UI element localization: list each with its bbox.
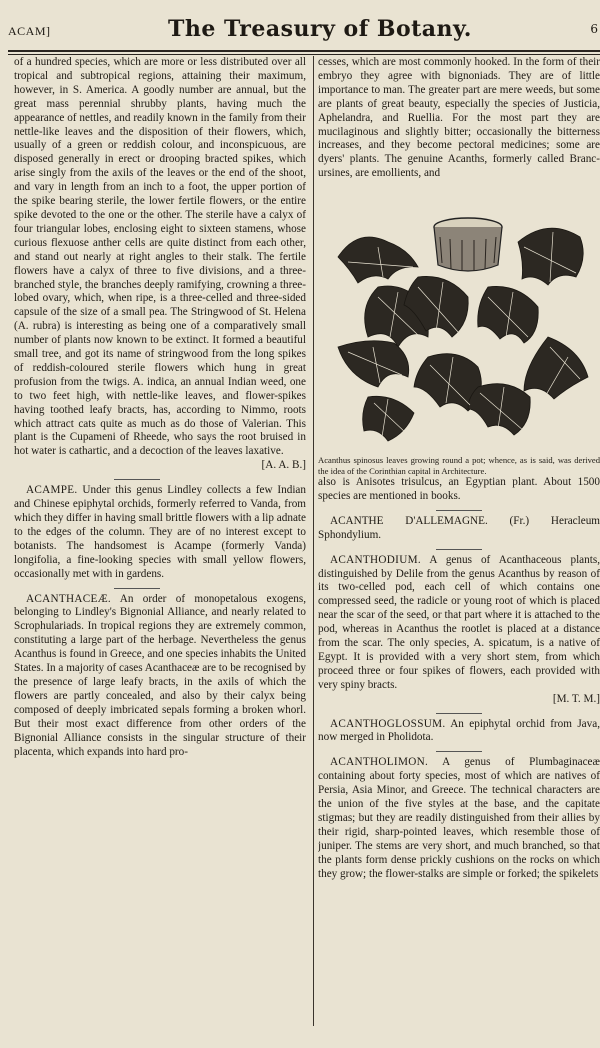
entry-heading: ACANTHODIUM. xyxy=(330,553,421,566)
entry-heading: ACAMPE. xyxy=(26,484,78,497)
header-rule-thin xyxy=(8,54,600,55)
entry-acalypha-continued: of a hundred species, which are more or less distributed over all tropical and subtropical regions, attaining their maximum, however, in S. America. A goodly number are annual, but the great mass perennial shrubby plants, having much the appearance of nettles, and readily known in the family from their nettle-like leaves and the disposition of their flowers, which, usually of a green or reddish colour, and inconspicuous, are disposed generally in erect or drooping bracted spikes, which arise singly from the axils of the leaves or the end of the shoot, and vary in length from an inch to a foot, the upper portion of the spike bearing sterile, the lower fertile flowers, or the entire spike devoted to the one or the other. The sterile have a calyx of four triangular lobes, enclosing eight to sixteen stamens, whose curious flexuose anther cells are quite distinct from each other, and stand out nearly at right angles to their stalk. The fertile flowers have a calyx of three to five divisions, and a three-branched style, the branches deeply ramifying, crowning a three-lobed ovary, which, when ripe, is a three-celled and three-sided capsule of the size of a small pea. The Stringwood of St. Helena (A. rubra) is interesting as being one of a comparatively small number of plants now known to be extinct. It formed a beautiful small tree, and got its name of stringwood from the long spikes of reddish-coloured sterile flowers which hung in great profusion from the twigs. A. indica, an annual Indian weed, one to two feet high, with nettle-like leaves, and flower-spikes having toothed leafy bracts, has, according to Nimmo, roots which attract cats quite as much as do those of Valerian. This plant is the Cupameni of Rheede, who says the root bruised in hot water is cathartic, and a decoction of the leaves laxative. xyxy=(14,56,306,458)
entry-heading: ACANTHOLIMON. xyxy=(330,756,429,769)
section-tag: ACAM] xyxy=(8,24,51,38)
entry-acantholimon xyxy=(318,756,600,881)
author-signature: [A. A. B.] xyxy=(261,459,306,472)
entry-heading: ACANTHACEÆ. xyxy=(26,592,112,605)
right-column xyxy=(318,56,600,882)
entry-heading: ACANTHOGLOSSUM. xyxy=(330,717,446,730)
entry-acanthoglossum xyxy=(318,718,600,746)
entry-acanthaceae xyxy=(14,593,306,760)
entry-acampe xyxy=(14,484,306,581)
page-number: 6 xyxy=(590,22,598,36)
entry-separator xyxy=(114,588,160,589)
entry-separator xyxy=(436,549,482,550)
column-divider xyxy=(313,56,314,1026)
entry-separator xyxy=(114,479,160,480)
page-title: The Treasury of Botany. xyxy=(168,16,472,42)
entry-body: Under this genus Lindley collects a few Indian and Chinese epiphytal orchids, formerly referred to Vanda, from which they differ in having small brittle flowers with a lip adnate to the edges of the column. They are of no interest except to botanists. The handsomest is Acampe (formerly Vanda) longifolia, a fine-looking species with small yellow flowers, occasionally met with in gardens. xyxy=(14,484,306,580)
header-rule xyxy=(8,50,600,52)
entry-acanthaceae-continued: cesses, which are most commonly hooked. In the form of their embryo they agree with bignoniads. They are of little importance to man. The greater part are mere weeds, but some are plants of great beauty, especially the species of Justicia, Aphelandra, and Ruellia. For the most part they are mucilaginous and slightly bitter; occasionally the bitterness increases, and they become pectoral medicines; some are dyers' plants. The genuine Acanths, formerly called Branc-ursines, are emollients, and xyxy=(318,56,600,180)
entry-acanthe-dallemagne: ACANTHE D'ALLEMAGNE. (Fr.) Heracleum Sphondylium. xyxy=(318,514,600,541)
author-signature: [M. T. M.] xyxy=(552,692,600,705)
acanthus-illustration xyxy=(318,187,600,455)
entry-separator xyxy=(436,713,482,714)
entry-separator xyxy=(436,751,482,752)
entry-body: A genus of Acanthaceous plants, distinguished by Delile from the genus Acanthus by reason of its two-celled pod, each cell of which contains one compressed seed, the radicle or young root of which is placed near the scar of the seed, or that part where it is attached to the pod, whereas in Acanthus the rootlet is placed at a distance from the scar. The only species, A. spicatum, is a native of Egypt. It is provided with a very short stem, from which proceed three or four spikes of flowers, each provided with very spiny bracts. xyxy=(318,553,600,691)
entry-body: An epiphytal orchid from Java, now merged in Pholidota. xyxy=(318,717,600,744)
left-column xyxy=(14,56,306,759)
entry-continued-anisotes: also is Anisotes trisulcus, an Egyptian plant. About 1500 species are mentioned in books. xyxy=(318,475,600,502)
page-header xyxy=(8,14,600,50)
entry-body: A genus of Plumbaginaceæ containing about forty species, most of which are natives of Persia, Asia Minor, and Greece. The technical characters are the union of the five styles at the base, and the capitate stigmas; but they are readily distinguished from their allies by their rigid, sharp-pointed leaves, which resemble those of juniper. The stems are very short, and much branched, so that the plants form dense prickly cushions on the rocks on which they grow; the flower-stalks are simple or forked; the spikelets xyxy=(318,756,600,880)
entry-acanthodium xyxy=(318,554,600,693)
entry-body: An order of monopetalous exogens, belonging to Lindley's Bignonial Alliance, and nearly related to Scrophulariads. In tropical regions they are extremely common, constituting a large part of the herbage. Nevertheless the genus Acanthus is found in Greece, and one species inhabits the United States. In a majority of cases Acanthaceæ are to be recognised by the presence of large leafy bracts, in the axils of which the flowers are partly concealed, and also by their calyx being composed of deeply imbricated sepals forming a broken whorl. But their most exact difference from other orders of the Bignonial Alliance consists in the singular structure of their placenta, which expands into hard pro- xyxy=(14,592,307,758)
acanthus-pot-engraving xyxy=(318,187,600,455)
entry-separator xyxy=(436,510,482,511)
figure-caption: Acanthus spinosus leaves growing round a pot; whence, as is said, was derived the idea of the Corinthian capital in Architecture. xyxy=(318,455,600,476)
